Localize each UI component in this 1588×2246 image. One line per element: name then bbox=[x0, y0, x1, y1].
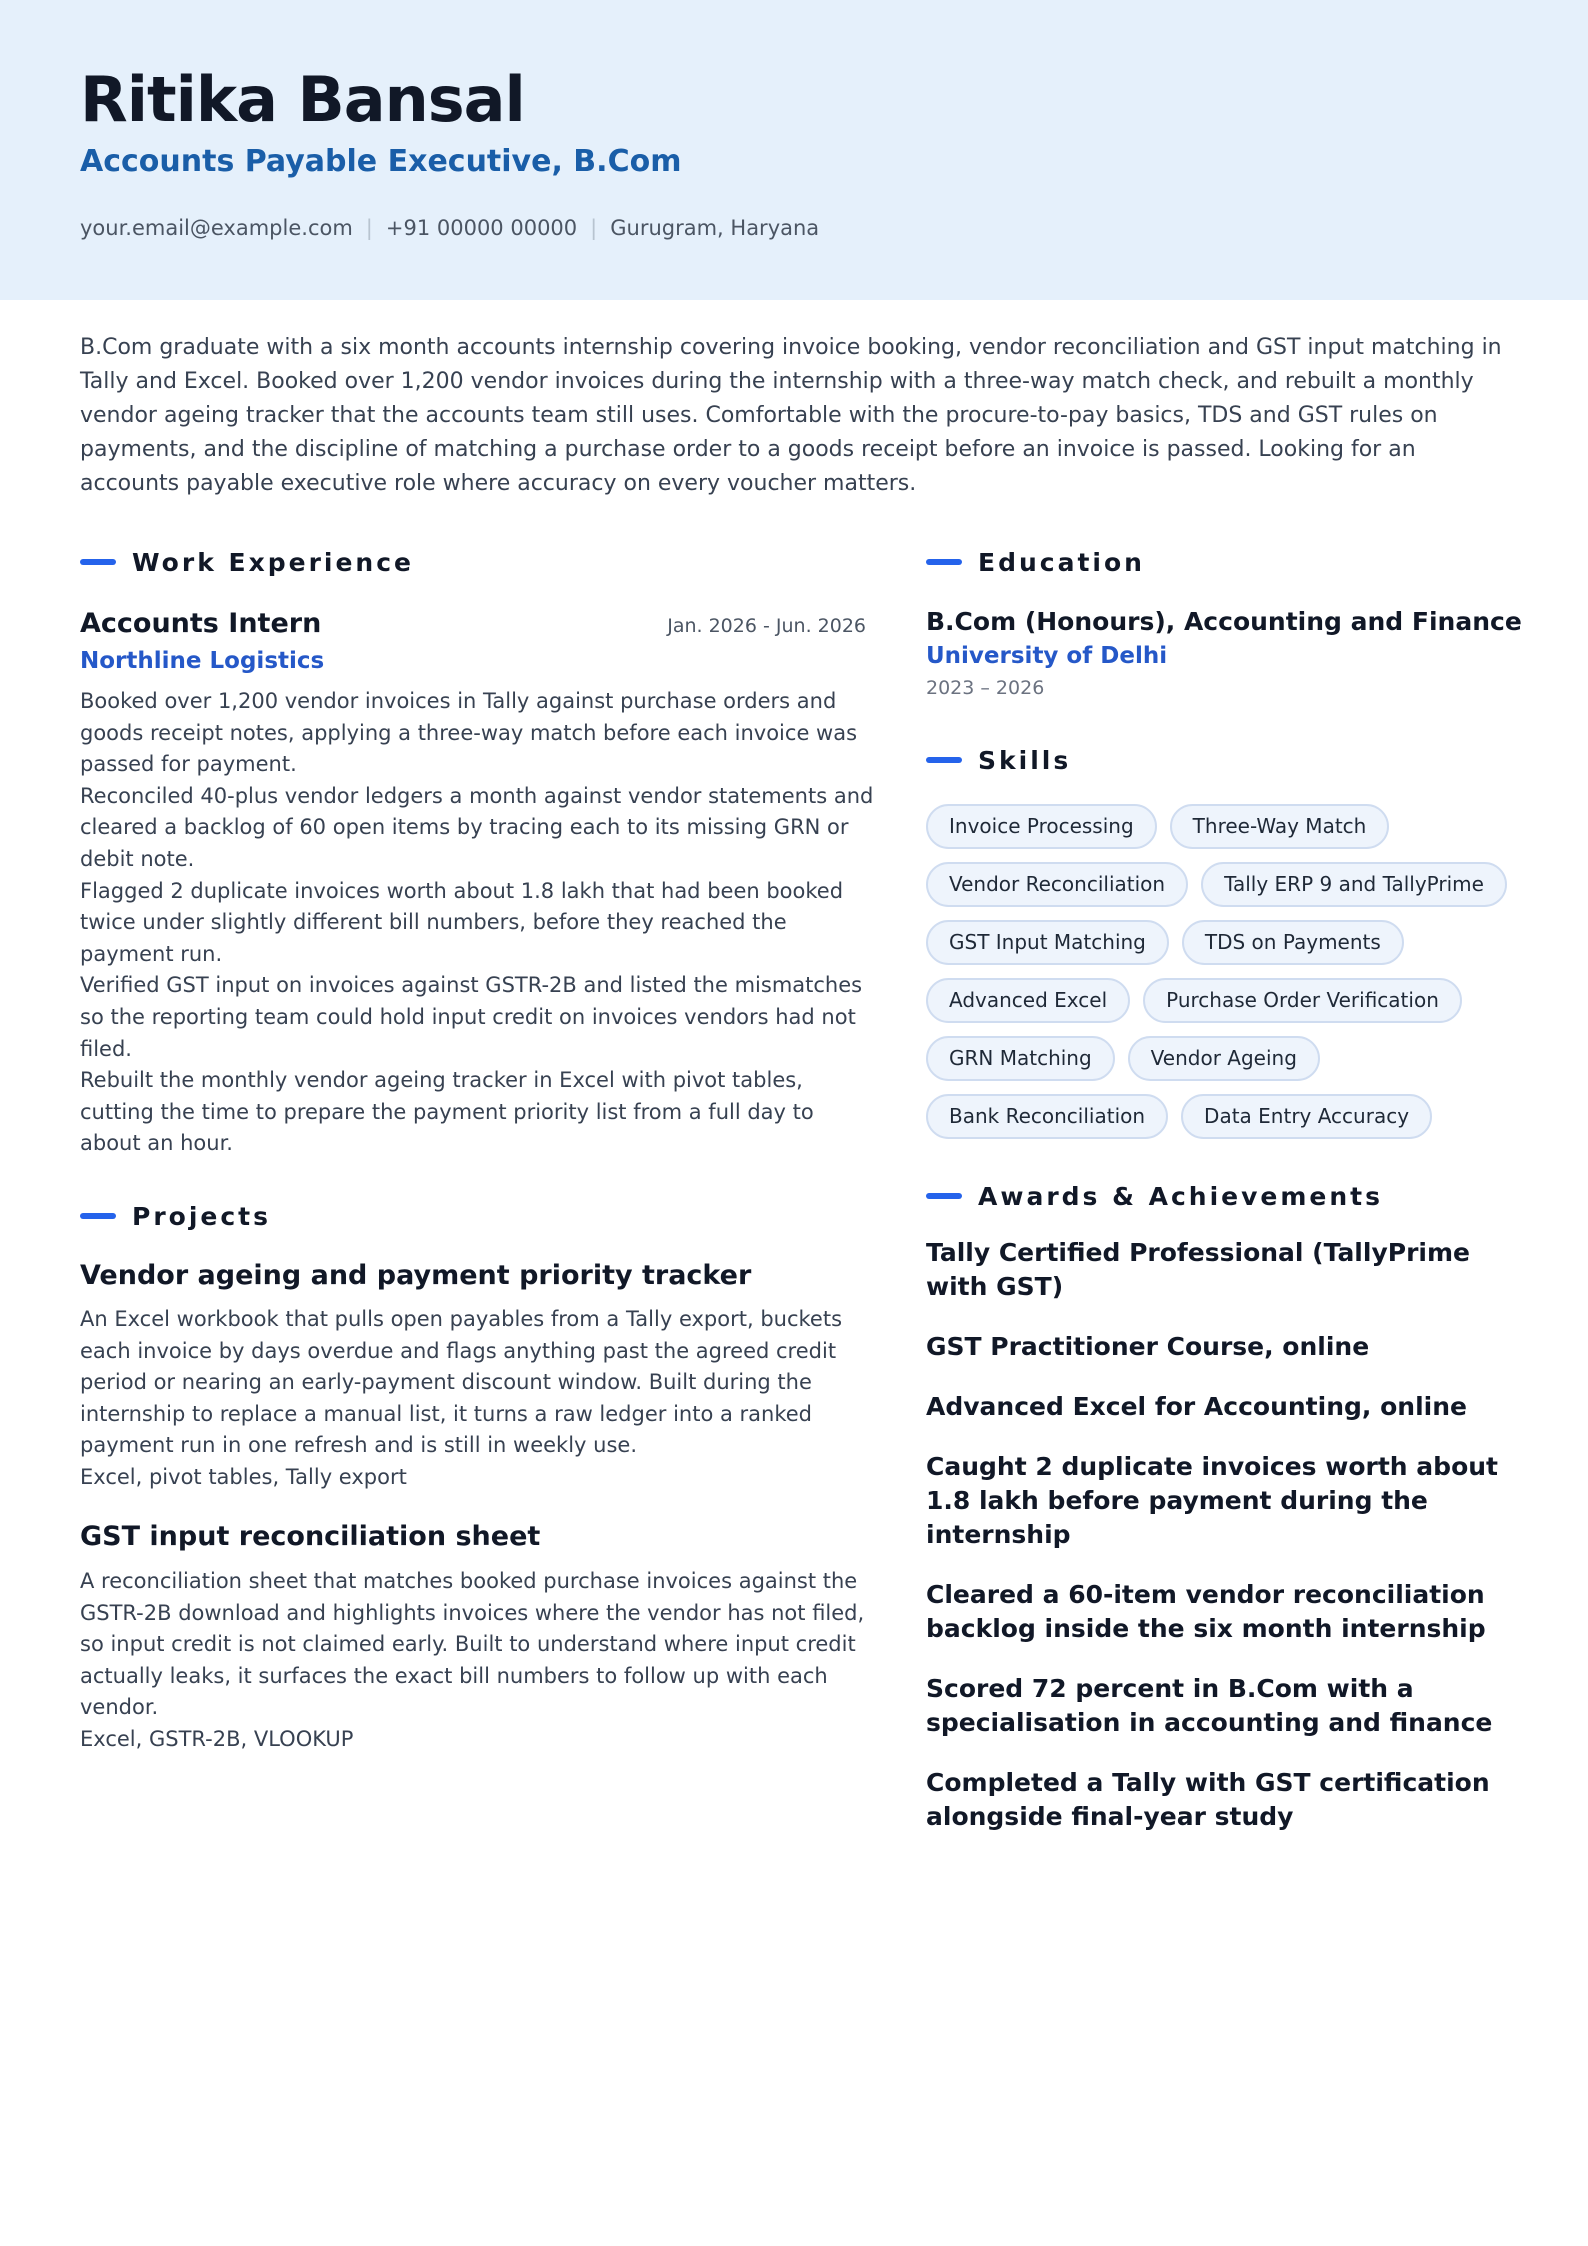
award-item: Completed a Tally with GST certification alongside final-year study bbox=[926, 1768, 1490, 1831]
section-accent-bar bbox=[926, 757, 962, 763]
education-years: 2023 – 2026 bbox=[926, 677, 1045, 699]
project-summary: An Excel workbook that pulls open payables from a Tally export, buckets each invoice by days overdue and flags anything past the agreed credit period or nearing an early-payment discount window. Built during the internship to replace a manual list, it turns a raw ledger into a ranked payment run in one refresh and is still in weekly use. bbox=[80, 1307, 843, 1458]
job-company: Northline Logistics bbox=[80, 648, 325, 674]
candidate-name: Ritika Bansal bbox=[80, 63, 525, 136]
skills-list bbox=[926, 804, 1526, 1139]
contact-separator: | bbox=[365, 216, 373, 240]
skill-chip: Invoice Processing bbox=[926, 804, 1157, 849]
skill-chip: Purchase Order Verification bbox=[1143, 978, 1462, 1023]
award-item: Tally Certified Professional (TallyPrime with GST) bbox=[926, 1238, 1470, 1301]
skill-chip: TDS on Payments bbox=[1182, 920, 1404, 965]
contact-line bbox=[80, 213, 819, 243]
job-bullet: Booked over 1,200 vendor invoices in Tally against purchase orders and goods receipt notes, applying a three-way match before each invoice was passed for payment. bbox=[80, 689, 858, 777]
summary-paragraph: B.Com graduate with a six month accounts internship covering invoice booking, vendor reconciliation and GST input matching in Tally and Excel. Booked over 1,200 vendor invoices during the internship with a three-way match check, and rebuilt a monthly vendor ageing tracker that the accounts team still uses. Comfortable with the procure-to-pay basics, TDS and GST rules on payments, and the discipline of matching a purchase order to a goods receipt before an invoice is passed. Looking for an accounts payable executive role where accuracy on every voucher matters. bbox=[80, 335, 1502, 496]
skill-chip: Three-Way Match bbox=[1170, 804, 1390, 849]
education-degree: B.Com (Honours), Accounting and Finance bbox=[926, 607, 1522, 636]
project-tools: Excel, pivot tables, Tally export bbox=[80, 1464, 407, 1489]
skill-chip: Vendor Reconciliation bbox=[926, 862, 1188, 907]
education-school: University of Delhi bbox=[926, 643, 1168, 669]
resume-header bbox=[0, 0, 1588, 300]
job-bullets bbox=[80, 686, 880, 1160]
section-heading-awards bbox=[926, 1178, 1383, 1214]
section-heading-label: Education bbox=[978, 547, 1145, 577]
award-item: Cleared a 60-item vendor reconciliation backlog inside the six month internship bbox=[926, 1580, 1486, 1643]
section-accent-bar bbox=[926, 559, 962, 565]
section-heading-label: Skills bbox=[978, 745, 1072, 775]
job-title: Accounts Intern bbox=[80, 608, 322, 639]
skill-chip: Bank Reconciliation bbox=[926, 1094, 1168, 1139]
section-accent-bar bbox=[80, 559, 116, 565]
section-heading-education bbox=[926, 544, 1145, 580]
section-heading-label: Work Experience bbox=[132, 547, 414, 577]
section-heading-skills bbox=[926, 742, 1071, 778]
section-heading-label: Projects bbox=[132, 1201, 272, 1231]
project-title: Vendor ageing and payment priority tracker bbox=[80, 1260, 752, 1291]
award-item: Scored 72 percent in B.Com with a specialisation in accounting and finance bbox=[926, 1674, 1493, 1737]
section-accent-bar bbox=[926, 1193, 962, 1199]
candidate-title: Accounts Payable Executive, B.Com bbox=[80, 144, 682, 179]
skill-chip: GST Input Matching bbox=[926, 920, 1169, 965]
project-description bbox=[80, 1304, 880, 1494]
awards-list bbox=[926, 1236, 1526, 1860]
section-heading-projects bbox=[80, 1198, 271, 1234]
contact-separator: | bbox=[590, 216, 598, 240]
award-item: Caught 2 duplicate invoices worth about 1.8 lakh before payment during the internship bbox=[926, 1452, 1498, 1549]
contact-location: Gurugram, Haryana bbox=[610, 216, 820, 240]
section-heading-work bbox=[80, 544, 414, 580]
contact-phone[interactable]: +91 00000 00000 bbox=[385, 216, 578, 240]
project-summary: A reconciliation sheet that matches booked purchase invoices against the GSTR-2B download and highlights invoices where the vendor has not filed, so input credit is not claimed early. Built to understand where input credit actually leaks, it surfaces the exact bill numbers to follow up with each vendor. bbox=[80, 1569, 865, 1720]
skill-chip: Advanced Excel bbox=[926, 978, 1130, 1023]
job-bullet: Flagged 2 duplicate invoices worth about 1.8 lakh that had been booked twice under slightly different bill numbers, before they reached the payment run. bbox=[80, 878, 844, 966]
award-item: GST Practitioner Course, online bbox=[926, 1332, 1370, 1361]
contact-email[interactable]: your.email@example.com bbox=[80, 216, 353, 240]
project-tools: Excel, GSTR-2B, VLOOKUP bbox=[80, 1726, 354, 1751]
section-heading-label: Awards & Achievements bbox=[978, 1181, 1384, 1211]
job-dates: Jan. 2026 - Jun. 2026 bbox=[667, 615, 866, 637]
skill-chip: Vendor Ageing bbox=[1128, 1036, 1320, 1081]
skill-chip: GRN Matching bbox=[926, 1036, 1115, 1081]
job-bullet: Verified GST input on invoices against GSTR-2B and listed the mismatches so the reporting team could hold input credit on invoices vendors had not filed. bbox=[80, 973, 863, 1061]
project-title: GST input reconciliation sheet bbox=[80, 1521, 541, 1552]
award-item: Advanced Excel for Accounting, online bbox=[926, 1392, 1467, 1421]
skill-chip: Data Entry Accuracy bbox=[1181, 1094, 1432, 1139]
project-description bbox=[80, 1566, 880, 1756]
job-bullet: Rebuilt the monthly vendor ageing tracker in Excel with pivot tables, cutting the time to prepare the payment priority list from a full day to about an hour. bbox=[80, 1068, 814, 1156]
section-accent-bar bbox=[80, 1213, 116, 1219]
job-bullet: Reconciled 40-plus vendor ledgers a month against vendor statements and cleared a backlog of 60 open items by tracing each to its missing GRN or debit note. bbox=[80, 783, 874, 871]
skill-chip: Tally ERP 9 and TallyPrime bbox=[1201, 862, 1507, 907]
